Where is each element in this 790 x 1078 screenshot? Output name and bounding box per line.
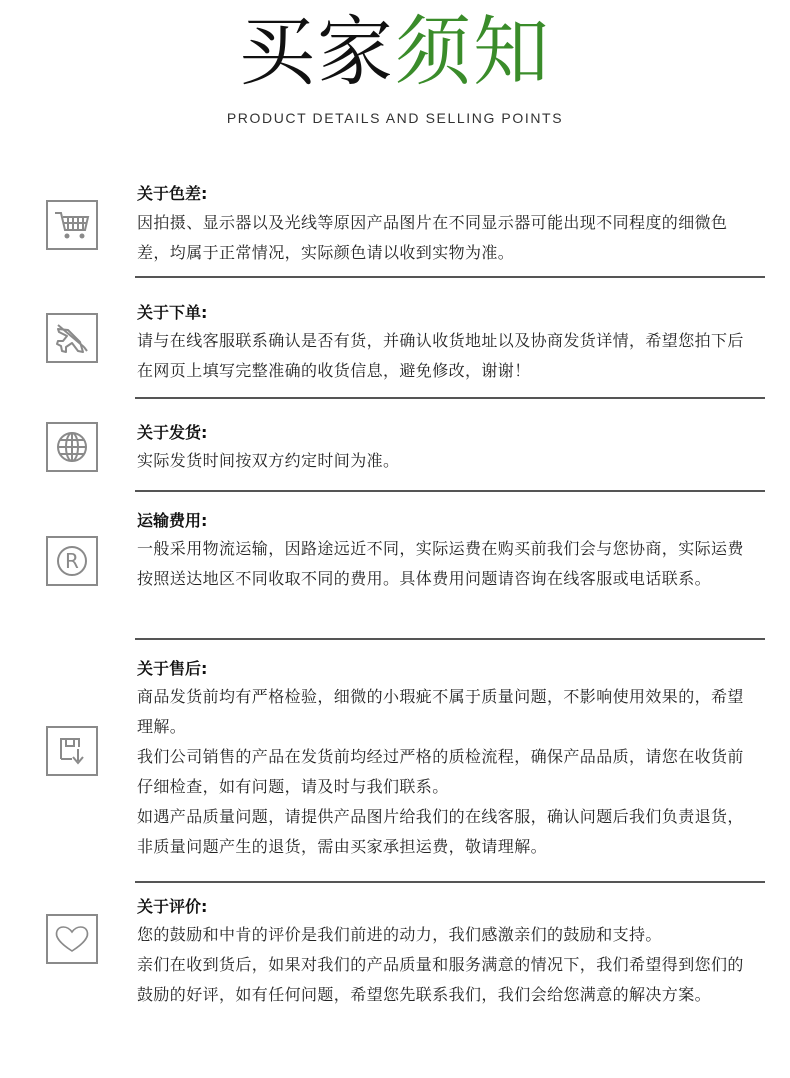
section-paragraph: 如遇产品质量问题，请提供产品图片给我们的在线客服，确认问题后我们负责退货，非质量问题产生的退货，需由买家承担运费，敬请理解。 [137, 807, 744, 856]
section-divider [135, 881, 765, 883]
section-title: 关于评价: [137, 897, 208, 916]
section-paragraph: 因拍摄、显示器以及光线等原因产品图片在不同显示器可能出现不同程度的细微色差，均属于正常情况，实际颜色请以收到实物为准。 [137, 213, 728, 262]
section-divider [135, 638, 765, 640]
section-title: 关于售后: [137, 659, 208, 678]
page-title [0, 6, 790, 98]
page-subtitle: PRODUCT DETAILS AND SELLING POINTS [226, 110, 564, 126]
globe-icon [46, 422, 98, 472]
section-paragraph: 请与在线客服联系确认是否有货，并确认收货地址以及协商发货详情，希望您拍下后在网页上填写完整准确的收货信息，避免修改，谢谢！ [137, 331, 744, 380]
section-paragraph: 我们公司销售的产品在发货前均经过严格的质检流程，确保产品品质，请您在收货前仔细检查，如有问题，请及时与我们联系。 [137, 747, 744, 796]
section-paragraph: 一般采用物流运输，因路途远近不同，实际运费在购买前我们会与您协商，实际运费按照送达地区不同收取不同的费用。具体费用问题请咨询在线客服或电话联系。 [137, 539, 744, 588]
title-green-part: 须知 [395, 7, 551, 96]
section-paragraph: 您的鼓励和中肯的评价是我们前进的动力，我们感激亲们的鼓励和支持。 [137, 925, 662, 944]
section-divider [135, 490, 765, 492]
section-title: 关于下单: [137, 303, 208, 322]
airplane-icon [46, 313, 98, 363]
svg-text:R: R [65, 549, 79, 573]
section-paragraph: 亲们在收到货后，如果对我们的产品质量和服务满意的情况下，我们希望得到您们的鼓励的好评，如有任何问题，希望您先联系我们，我们会给您满意的解决方案。 [137, 955, 744, 1004]
section-divider [135, 276, 765, 278]
heart-icon [46, 914, 98, 964]
section-title: 关于色差: [137, 184, 208, 203]
section-paragraph: 实际发货时间按双方约定时间为准。 [137, 451, 400, 470]
section-title: 运输费用: [137, 511, 208, 530]
shopping-cart-icon [46, 200, 98, 250]
registered-icon [46, 536, 98, 586]
title-black-part: 买家 [239, 7, 395, 96]
section-title: 关于发货: [137, 423, 208, 442]
page-header [0, 0, 790, 140]
return-box-icon [46, 726, 98, 776]
section-paragraph: 商品发货前均有严格检验，细微的小瑕疵不属于质量问题，不影响使用效果的，希望理解。 [137, 687, 744, 736]
section-divider [135, 397, 765, 399]
